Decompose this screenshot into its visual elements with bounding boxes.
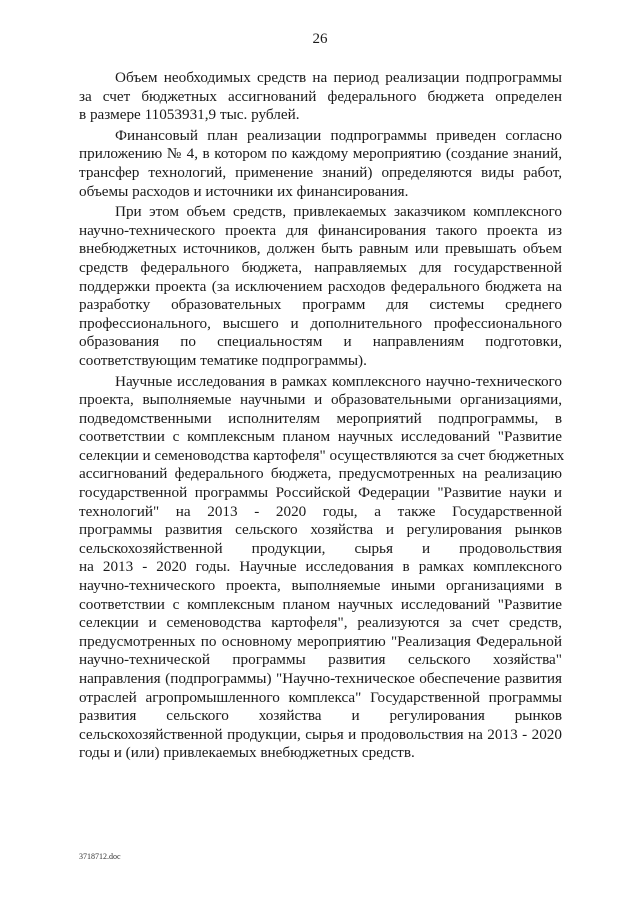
text-line: в размере 11053931,9 тыс. рублей. — [79, 106, 300, 124]
text-line: научно-технического проекта, выполняемые иными организациями в — [79, 577, 562, 595]
text-line: профессионального, высшего и дополнительного профессионального — [79, 314, 562, 332]
text-line: соответствующим тематике подпрограммы). — [79, 351, 367, 369]
text-line: проекта, выполняемые научными и образовательными организациями, — [79, 391, 562, 409]
text-line: соответствии с комплексным планом научных исследований "Развитие — [79, 428, 562, 446]
text-line: за счет бюджетных ассигнований федерального бюджета определен — [79, 87, 562, 105]
paragraph-funding-volume — [79, 69, 562, 125]
text-line: технологий" на 2013 - 2020 годы, а также Государственной — [79, 502, 562, 520]
text-line: соответствии с комплексным планом научных исследований "Развитие — [79, 595, 562, 613]
text-line: Объем необходимых средств на период реализации подпрограммы — [115, 69, 562, 86]
text-line: развития сельского хозяйства и регулирования рынков — [79, 707, 562, 725]
document-file-id: 3718712.doc — [79, 852, 121, 861]
text-line: научно-технического проекта для финансирования такого проекта из — [79, 221, 562, 239]
text-line: подведомственными исполнителям мероприятий подпрограммы, в — [79, 409, 562, 427]
text-line: на 2013 - 2020 годы. Научные исследования в рамках комплексного — [79, 558, 562, 576]
text-line: приложению № 4, в котором по каждому мероприятию (создание знаний, — [79, 145, 562, 163]
text-line: разработку образовательных программ для системы среднего — [79, 296, 562, 314]
text-line: сельскохозяйственной продукции, сырья и продовольствия на 2013 - 2020 — [79, 725, 562, 743]
text-line: предусмотренных по основному мероприятию "Реализация Федеральной — [79, 632, 562, 650]
text-line: трансфер технологий, применение знаний) определяются виды работ, — [79, 163, 562, 181]
document-body — [79, 69, 565, 763]
text-line: Финансовый план реализации подпрограммы приведен согласно — [115, 126, 562, 144]
text-line: отраслей агропромышленного комплекса" Государственной программы — [79, 688, 562, 706]
text-line: внебюджетных источников, должен быть равным или превышать объем — [79, 240, 562, 258]
text-line: поддержки проекта (за исключением расходов федерального бюджета на — [79, 277, 562, 295]
text-line: Научные исследования в рамках комплексного научно-технического — [115, 372, 562, 390]
text-line: программы развития сельского хозяйства и регулирования рынков — [79, 521, 562, 539]
text-line: сельскохозяйственной продукции, сырья и продовольствия — [79, 539, 562, 557]
page-number: 26 — [312, 31, 328, 47]
text-line: научно-технической программы развития сельского хозяйства" — [79, 651, 562, 669]
paragraph-scientific-research — [79, 372, 565, 763]
text-line: ассигнований федерального бюджета, предусмотренных на реализацию — [79, 465, 562, 483]
text-line: годы и (или) привлекаемых внебюджетных средств. — [79, 744, 415, 762]
text-line: средств федерального бюджета, направляемых для государственной — [79, 258, 562, 276]
paragraph-extrabudgetary-funds — [79, 203, 562, 370]
text-line: направления (подпрограммы) "Научно-техническое обеспечение развития — [79, 670, 562, 687]
text-line: селекции и семеноводства картофеля" осуществляются за счет бюджетных — [79, 446, 565, 464]
text-line: При этом объем средств, привлекаемых заказчиком комплексного — [115, 203, 562, 221]
text-line: объемы расходов и источники их финансирования. — [79, 182, 409, 200]
text-line: образования по специальностям и направлениям подготовки, — [79, 333, 562, 351]
text-line: селекции и семеноводства картофеля", реализуются за счет средств, — [79, 614, 562, 632]
text-line: государственной программы Российской Федерации "Развитие науки и — [79, 484, 562, 502]
paragraph-financial-plan — [79, 127, 562, 201]
